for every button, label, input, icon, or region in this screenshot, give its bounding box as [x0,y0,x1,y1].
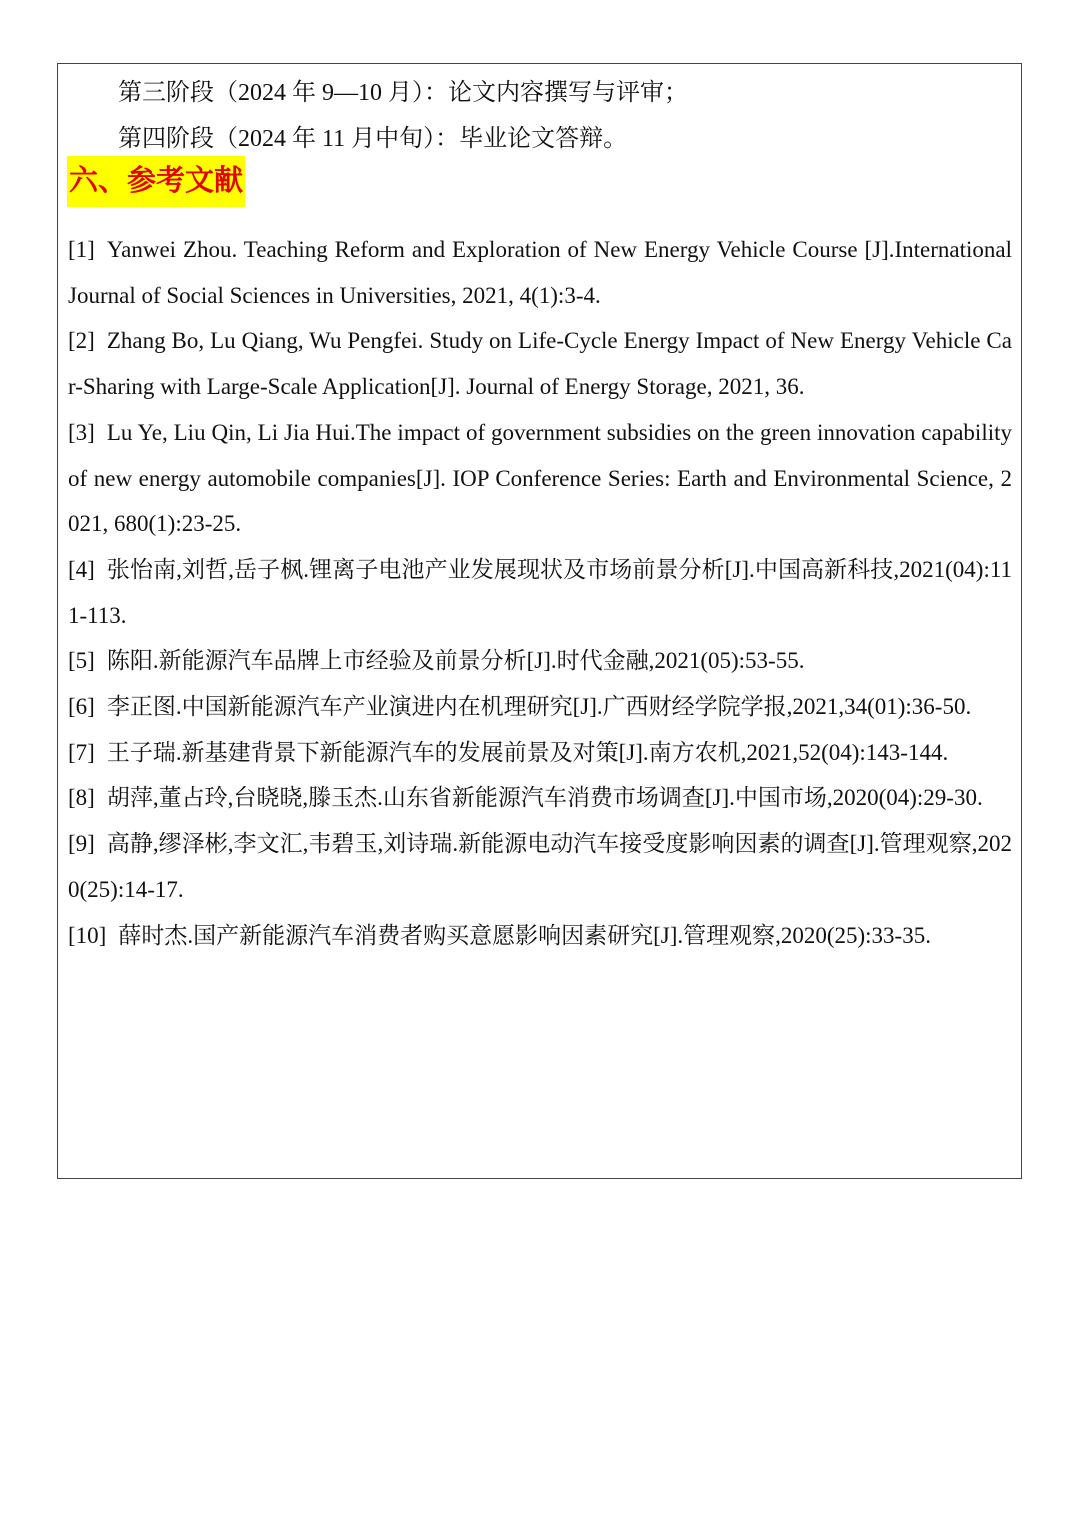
reference-text: 张怡南,刘哲,岳子枫.锂离子电池产业发展现状及市场前景分析[J].中国高新科技,2021(04):111-113. [68,556,1012,628]
reference-item [68,638,1012,684]
reference-number: [1] [68,237,95,262]
reference-list [68,227,1012,958]
reference-item [68,318,1012,409]
reference-number: [8] [68,785,95,811]
reference-text: 王子瑞.新基建背景下新能源汽车的发展前景及对策[J].南方农机,2021,52(04):143-144. [106,739,949,765]
reference-text: 薛时杰.国产新能源汽车消费者购买意愿影响因素研究[J].管理观察,2020(25):33-35. [118,922,931,948]
reference-number: [9] [68,831,95,857]
reference-item [68,913,1012,959]
reference-text: Zhang Bo, Lu Qiang, Wu Pengfei. Study on Life-Cycle Energy Impact of New Energy Vehicle Car-Sharing with Large-Scale Application[J]. Journal of Energy Storage, 2021, 36. [68,328,1012,400]
reference-item [68,227,1012,318]
schedule-stage-3: 第三阶段（2024 年 9—10 月）：论文内容撰写与评审； [118,80,688,106]
reference-text: 高静,缪泽彬,李文汇,韦碧玉,刘诗瑞.新能源电动汽车接受度影响因素的调查[J].管理观察,2020(25):14-17. [68,831,1012,902]
reference-item [68,821,1012,912]
reference-number: [7] [68,739,95,765]
reference-number: [5] [68,648,95,674]
reference-item [68,730,1012,776]
reference-text: Yanwei Zhou. Teaching Reform and Exploration of New Energy Vehicle Course [J].International Journal of Social Sciences in Universities, 2021, 4(1):3-4. [68,237,1012,308]
reference-text: 胡萍,董占玲,台晓晓,滕玉杰.山东省新能源汽车消费市场调查[J].中国市场,2020(04):29-30. [106,785,983,811]
reference-number: [4] [68,556,95,582]
reference-item [68,775,1012,821]
reference-number: [10] [68,922,107,948]
reference-number: [2] [68,328,95,354]
reference-text: 李正图.中国新能源汽车产业演进内在机理研究[J].广西财经学院学报,2021,34(01):36-50. [106,694,972,720]
reference-item [68,547,1012,638]
schedule-stage-4: 第四阶段（2024 年 11 月中旬）：毕业论文答辩。 [118,126,628,152]
reference-number: [3] [68,419,95,445]
reference-number: [6] [68,694,95,720]
reference-text: Lu Ye, Liu Qin, Li Jia Hui.The impact of government subsidies on the green innovation capability of new energy automobile companies[J]. IOP Conference Series: Earth and Environmental Science, 2021, 680(1):23-25. [68,419,1012,537]
section-heading-references: 六、参考文献 [67,156,245,207]
reference-item [68,410,1012,547]
reference-item [68,684,1012,730]
reference-text: 陈阳.新能源汽车品牌上市经验及前景分析[J].时代金融,2021(05):53-55. [106,648,805,674]
